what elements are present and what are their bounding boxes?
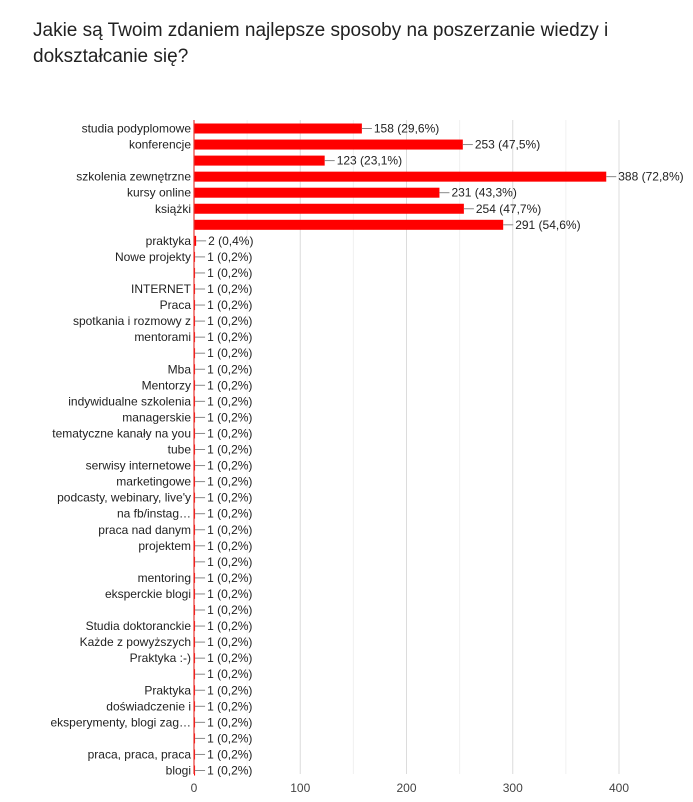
value-label: 1 (0,2%) (207, 410, 253, 425)
bar (194, 156, 325, 166)
category-label: Nowe projekty (114, 249, 191, 264)
category-label: eksperckie blogi (104, 586, 191, 601)
category-label: praca nad danym (98, 522, 191, 537)
value-label: 388 (72,8%) (618, 169, 684, 184)
bar (194, 140, 463, 150)
value-label: 1 (0,2%) (207, 362, 253, 377)
category-label: projektem (138, 538, 191, 553)
value-label: 1 (0,2%) (207, 314, 253, 329)
category-label: managerskie (122, 410, 191, 425)
value-label: 1 (0,2%) (207, 522, 253, 537)
bar (194, 172, 606, 182)
x-tick-label: 200 (396, 781, 417, 795)
x-tick-label: 400 (608, 781, 630, 795)
value-label: 1 (0,2%) (207, 490, 253, 505)
value-label: 1 (0,2%) (207, 667, 253, 682)
value-label: 1 (0,2%) (207, 763, 253, 778)
value-label: 158 (29,6%) (373, 121, 440, 136)
category-label: kursy online (126, 185, 191, 200)
category-label: blogi (165, 763, 191, 778)
category-label: spotkania i rozmowy z (72, 314, 191, 329)
category-label: mentorami (134, 330, 191, 345)
category-label: tube (167, 442, 191, 457)
category-label: podcasty, webinary, live'y (57, 490, 191, 505)
value-label: 231 (43,3%) (451, 185, 517, 200)
category-label: szkolenia zewnętrzne (76, 169, 191, 184)
value-label: 291 (54,6%) (515, 217, 581, 232)
category-label: marketingowe (116, 474, 191, 489)
category-label: Mentorzy (141, 378, 191, 393)
value-label: 1 (0,2%) (207, 378, 253, 393)
value-label: 1 (0,2%) (207, 586, 253, 601)
category-label: serwisy internetowe (85, 458, 191, 473)
value-label: 1 (0,2%) (207, 282, 253, 296)
value-label: 1 (0,2%) (207, 554, 253, 569)
x-tick-label: 0 (190, 781, 198, 795)
category-label: tematyczne kanały na you (52, 426, 191, 441)
value-label: 1 (0,2%) (207, 619, 253, 634)
value-label: 1 (0,2%) (207, 635, 253, 650)
value-label: 1 (0,2%) (207, 603, 253, 617)
value-label: 1 (0,2%) (207, 731, 253, 746)
value-label: 1 (0,2%) (207, 265, 253, 280)
category-label: książki (154, 201, 191, 216)
category-label: studia podyplomowe (81, 121, 191, 136)
x-tick-label: 300 (502, 781, 523, 795)
category-label: praca, praca, praca (87, 747, 191, 762)
category-label: INTERNET (131, 282, 191, 296)
category-label: Praktyka (144, 683, 191, 698)
value-label: 1 (0,2%) (207, 474, 253, 489)
value-label: 1 (0,2%) (207, 683, 253, 698)
bar (194, 188, 439, 198)
value-label: 1 (0,2%) (207, 651, 253, 666)
value-label: 1 (0,2%) (207, 330, 253, 345)
value-label: 1 (0,2%) (207, 249, 253, 264)
category-label: Mba (167, 362, 191, 377)
category-label: Praca (159, 298, 191, 313)
bar (194, 204, 464, 214)
value-label: 1 (0,2%) (207, 715, 253, 730)
value-label: 1 (0,2%) (207, 394, 253, 409)
category-label: Praktyka :-) (129, 651, 191, 666)
category-label: indywidualne szkolenia (68, 394, 191, 409)
value-label: 253 (47,5%) (474, 137, 541, 152)
category-label: doświadczenie i (106, 699, 191, 714)
value-label: 1 (0,2%) (207, 442, 253, 457)
category-label: eksperymenty, blogi zag… (50, 715, 191, 730)
value-label: 1 (0,2%) (207, 426, 253, 441)
value-label: 1 (0,2%) (207, 298, 253, 313)
value-label: 2 (0,4%) (208, 233, 254, 248)
category-label: Każde z powyższych (79, 635, 191, 650)
value-label: 1 (0,2%) (207, 570, 253, 585)
category-label: Studia doktoranckie (85, 619, 191, 634)
value-label: 1 (0,2%) (207, 538, 253, 553)
category-label: na fb/instag… (116, 506, 191, 521)
value-label: 1 (0,2%) (207, 699, 253, 714)
value-label: 1 (0,2%) (207, 506, 253, 521)
value-label: 1 (0,2%) (207, 346, 253, 361)
value-label: 254 (47,7%) (475, 201, 542, 216)
x-tick-label: 100 (290, 781, 311, 795)
category-label: konferencje (128, 137, 191, 152)
value-label: 1 (0,2%) (207, 458, 253, 473)
bar (194, 124, 362, 134)
question-title: Jakie są Twoim zdaniem najlepsze sposoby na poszerzanie wiedzy i dokształcanie się? (33, 20, 609, 67)
bar (194, 220, 503, 230)
category-label: praktyka (145, 233, 191, 248)
value-label: 123 (23,1%) (336, 153, 403, 168)
category-label: mentoring (137, 570, 191, 585)
value-label: 1 (0,2%) (207, 747, 253, 762)
